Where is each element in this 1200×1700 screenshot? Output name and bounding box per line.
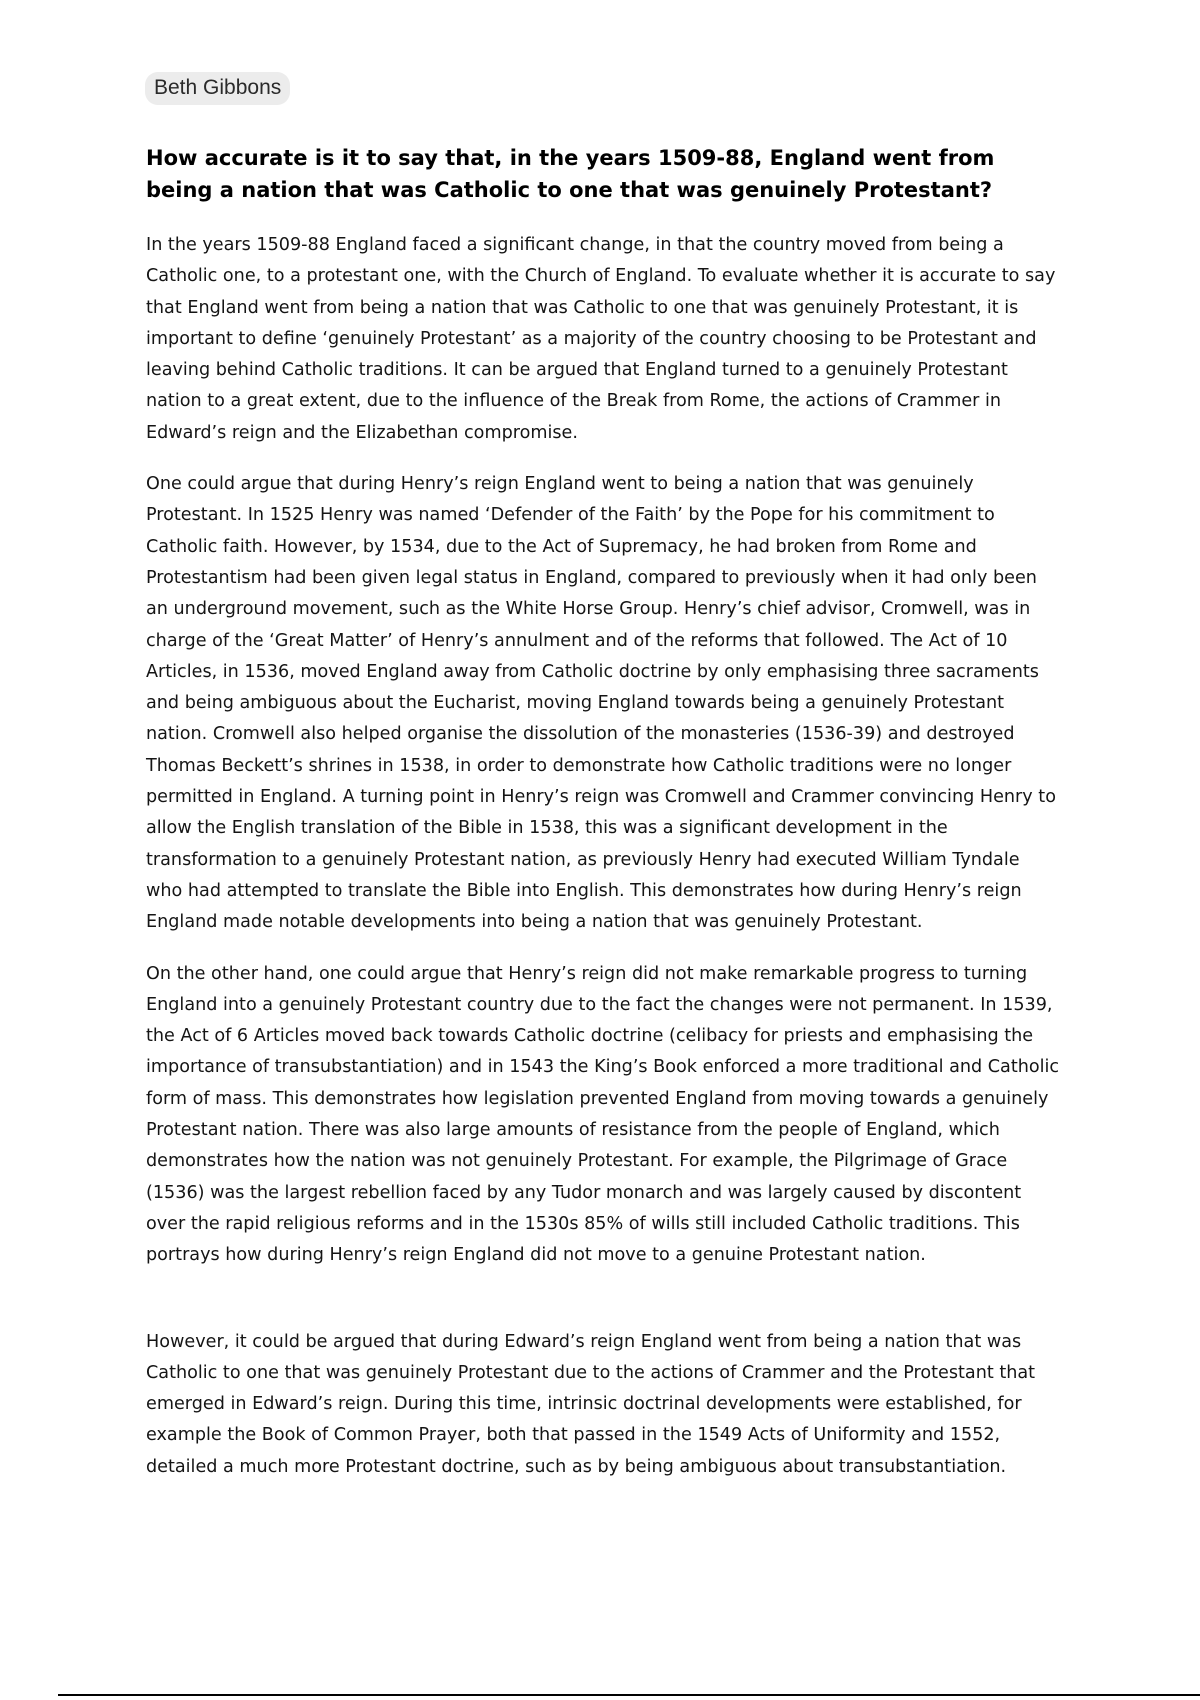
essay-paragraph-henry-for: One could argue that during Henry’s reign England went to being a nation that was genuinely Protestant. In 1525 Henry was named ‘Defender of the Faith’ by the Pope for his commitment to Catholic faith. However, by 1534, due to the Act of Supremacy, he had broken from Rome and Protestantism had been given legal status in England, compared to previously when it had only been an underground movement, such as the White Horse Group. Henry’s chief advisor, Cromwell, was in charge of the ‘Great Matter’ of Henry’s annulment and of the reforms that followed. The Act of 10 Articles, in 1536, moved England away from Catholic doctrine by only emphasising three sacraments and being ambiguous about the Eucharist, moving England towards being a genuinely Protestant nation. Cromwell also helped organise the dissolution of the monasteries (1536-39) and destroyed Thomas Beckett’s shrines in 1538, in order to demonstrate how Catholic traditions were no longer permitted in England. A turning point in Henry’s reign was Cromwell and Crammer convincing Henry to allow the English translation of the Bible in 1538, this was a significant development in the transformation to a genuinely Protestant nation, as previously Henry had executed William Tyndale who had attempted to translate the Bible into English. This demonstrates how during Henry’s reign England made notable developments into being a nation that was genuinely Protestant.: [146, 474, 1056, 933]
page-bottom-divider: [58, 1694, 1200, 1696]
essay-paragraph-henry-against: On the other hand, one could argue that Henry’s reign did not make remarkable progress to turning England into a genuinely Protestant country due to the fact the changes were not permanent. In 1539, the Act of 6 Articles moved back towards Catholic doctrine (celibacy for priests and emphasising the importance of transubstantiation) and in 1543 the King’s Book enforced a more traditional and Catholic form of mass. This demonstrates how legislation prevented England from moving towards a genuinely Protestant nation. There was also large amounts of resistance from the people of England, which demonstrates how the nation was not genuinely Protestant. For example, the Pilgrimage of Grace (1536) was the largest rebellion faced by any Tudor monarch and was largely caused by discontent over the rapid religious reforms and in the 1530s 85% of wills still included Catholic traditions. This portrays how during Henry’s reign England did not move to a genuine Protestant nation.: [146, 963, 1060, 1266]
essay-document: [146, 142, 1061, 1483]
essay-paragraph-edward: However, it could be argued that during Edward’s reign England went from being a nation that was Catholic to one that was genuinely Protestant due to the actions of Crammer and the Protestant that emerged in Edward’s reign. During this time, intrinsic doctrinal developments were established, for example the Book of Common Prayer, both that passed in the 1549 Acts of Uniformity and 1552, detailed a much more Protestant doctrine, such as by being ambiguous about transubstantiation.: [146, 1331, 1036, 1477]
essay-paragraph-introduction: In the years 1509-88 England faced a significant change, in that the country moved from being a Catholic one, to a protestant one, with the Church of England. To evaluate whether it is accurate to say that England went from being a nation that was Catholic to one that was genuinely Protestant, it is important to define ‘genuinely Protestant’ as a majority of the country choosing to be Protestant and leaving behind Catholic traditions. It can be argued that England turned to a genuinely Protestant nation to a great extent, due to the influence of the Break from Rome, the actions of Crammer in Edward’s reign and the Elizabethan compromise.: [146, 235, 1056, 443]
author-name-chip[interactable]: Beth Gibbons: [145, 72, 290, 105]
essay-question-title: How accurate is it to say that, in the years 1509-88, England went from being a nation that was Catholic to one that was genuinely Protestant?: [146, 146, 995, 202]
